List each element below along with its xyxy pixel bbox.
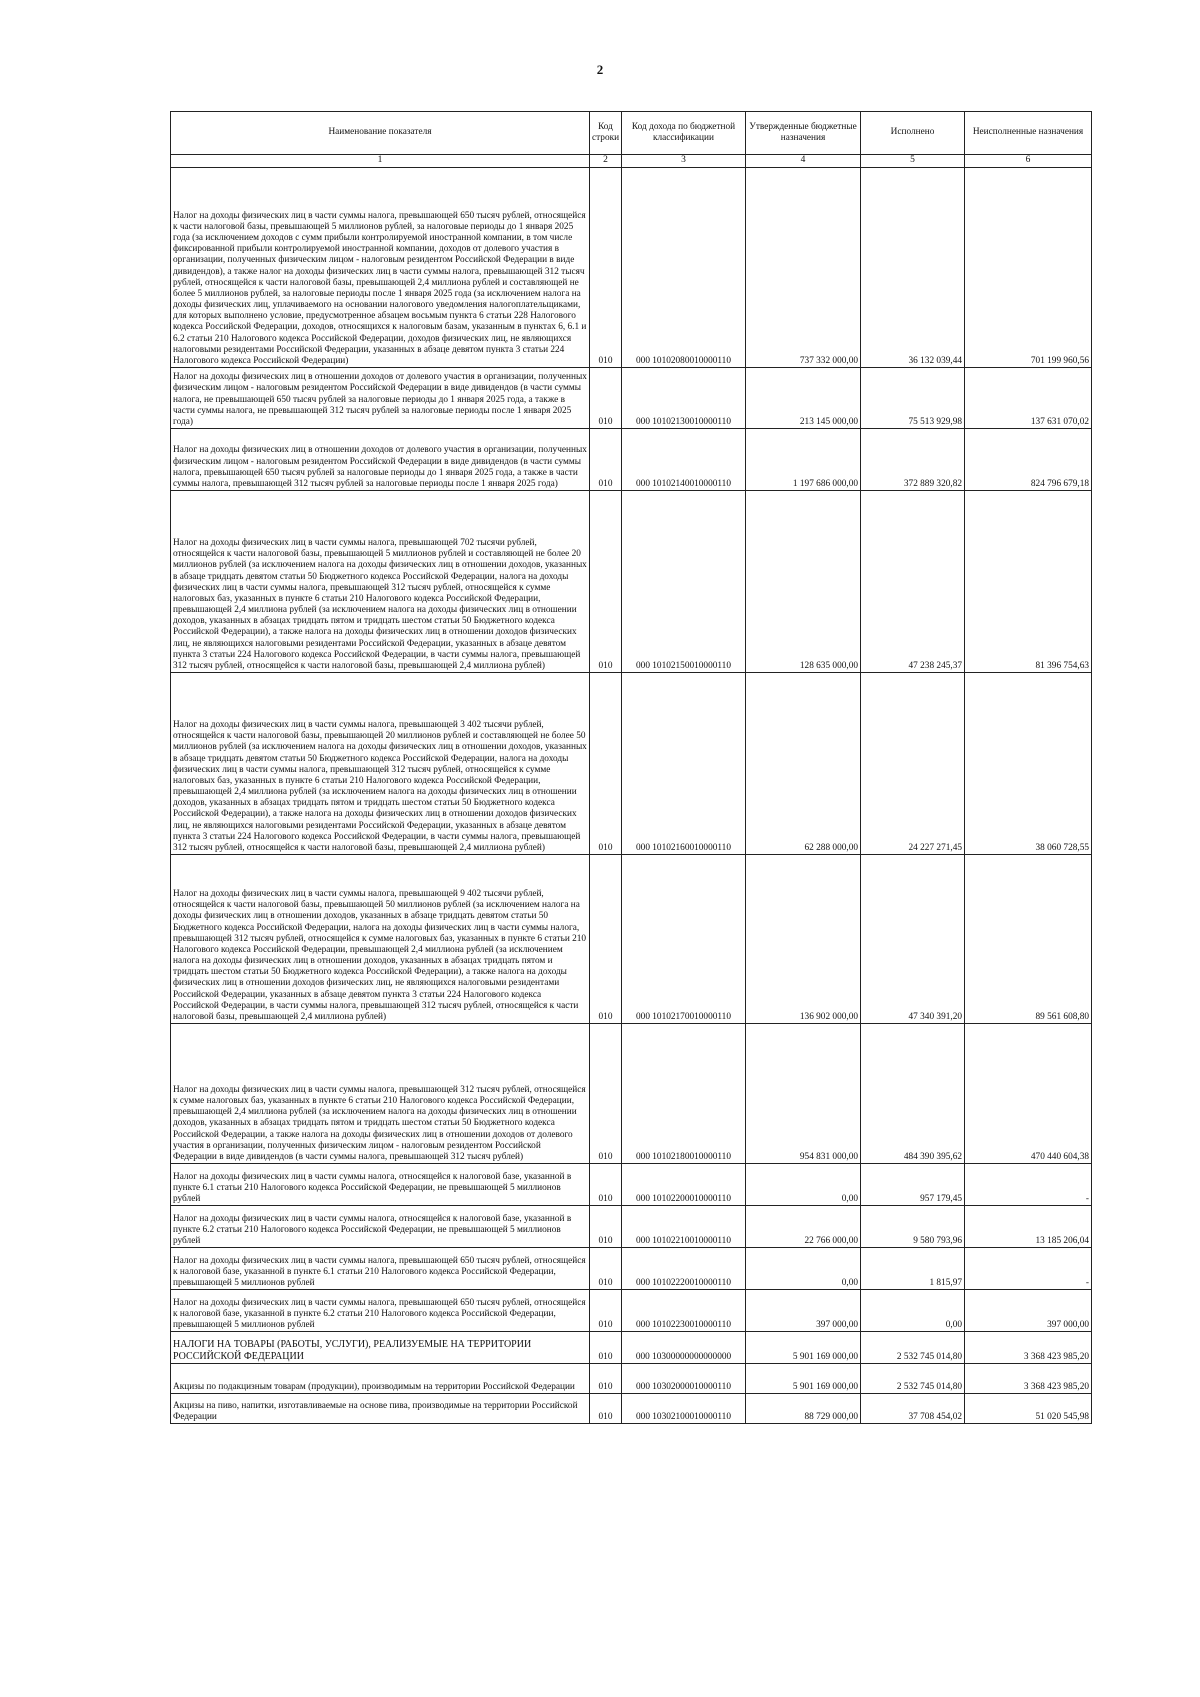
- header-unexecuted: Неисполненные назначения: [965, 112, 1092, 155]
- column-number: 3: [622, 155, 746, 168]
- table-row: [171, 1394, 1092, 1424]
- table-row: [171, 1024, 1092, 1164]
- row-name: НАЛОГИ НА ТОВАРЫ (РАБОТЫ, УСЛУГИ), РЕАЛИЗУЕМЫЕ НА ТЕРРИТОРИИ РОССИЙСКОЙ ФЕДЕРАЦИИ: [171, 1332, 590, 1364]
- column-number: 6: [965, 155, 1092, 168]
- row-unexecuted: 51 020 545,98: [965, 1394, 1092, 1424]
- row-executed: 484 390 395,62: [861, 1024, 965, 1164]
- row-name: Акцизы по подакцизным товарам (продукции), производимым на территории Российской Федерации: [171, 1364, 590, 1394]
- row-unexecuted: -: [965, 1164, 1092, 1206]
- row-name: Налог на доходы физических лиц в части суммы налога, относящейся к налоговой базе, указанной в пункте 6.2 статьи 210 Налогового кодекса Российской Федерации, не превышающей 5 миллионов рублей: [171, 1206, 590, 1248]
- row-approved: 737 332 000,00: [746, 168, 861, 368]
- row-executed: 2 532 745 014,80: [861, 1332, 965, 1364]
- header-approved: Утвержденные бюджетные назначения: [746, 112, 861, 155]
- row-income-code: 000 10102160010000110: [622, 673, 746, 855]
- row-unexecuted: 13 185 206,04: [965, 1206, 1092, 1248]
- row-executed: 2 532 745 014,80: [861, 1364, 965, 1394]
- row-line-code: 010: [590, 1364, 622, 1394]
- row-approved: 954 831 000,00: [746, 1024, 861, 1164]
- table-row: [171, 368, 1092, 429]
- row-name: Налог на доходы физических лиц в отношении доходов от долевого участия в организации, полученных физическим лицом - налоговым резидентом Российской Федерации в виде дивидендов (в части суммы налога, не превышающей 650 тысяч рублей за налоговые периоды до 1 января 2025 года, а также в части суммы налога, не превышающей 312 тысяч рублей за налоговые периоды после 1 января 2025 года): [171, 368, 590, 429]
- row-approved: 0,00: [746, 1164, 861, 1206]
- row-executed: 47 340 391,20: [861, 855, 965, 1024]
- row-income-code: 000 10102150010000110: [622, 491, 746, 673]
- header-name: Наименование показателя: [171, 112, 590, 155]
- table-row: [171, 1332, 1092, 1364]
- column-number: 5: [861, 155, 965, 168]
- row-line-code: 010: [590, 168, 622, 368]
- header-executed: Исполнено: [861, 112, 965, 155]
- header-line-code: Код строки: [590, 112, 622, 155]
- row-line-code: 010: [590, 429, 622, 491]
- row-line-code: 010: [590, 673, 622, 855]
- table-row: [171, 168, 1092, 368]
- row-name: Налог на доходы физических лиц в части суммы налога, превышающей 312 тысяч рублей, относящейся к сумме налоговых баз, указанных в пункте 6 статьи 210 Налогового кодекса Российской Федерации, превышающей 2,4 миллиона рублей (за исключением налога на доходы физических лиц в отношении доходов, указанных в абзацах тридцать пятом и тридцать шестом статьи 50 Бюджетного кодекса Российской Федерации, а также налога на доходы физических лиц в отношении доходов от долевого участия в организации, полученных физическим лицом - налоговым резидентом Российской Федерации в виде дивидендов (в части суммы налога, превышающей 312 тысяч рублей): [171, 1024, 590, 1164]
- row-unexecuted: 824 796 679,18: [965, 429, 1092, 491]
- table-row: [171, 491, 1092, 673]
- row-approved: 5 901 169 000,00: [746, 1364, 861, 1394]
- row-executed: 1 815,97: [861, 1248, 965, 1290]
- row-unexecuted: 89 561 608,80: [965, 855, 1092, 1024]
- row-approved: 136 902 000,00: [746, 855, 861, 1024]
- row-name: Налог на доходы физических лиц в части суммы налога, превышающей 3 402 тысячи рублей, относящейся к части налоговой базы, превышающей 20 миллионов рублей и составляющей не более 50 миллионов рублей (за исключением налога на доходы физических лиц в отношении доходов, указанных в абзаце тридцать девятом статьи 50 Бюджетного кодекса Российской Федерации, налога на доходы физических лиц в части суммы налога, превышающей 312 тысяч рублей, относящейся к сумме налоговых баз, указанных в пункте 6 статьи 210 Налогового кодекса Российской Федерации, превышающей 2,4 миллиона рублей (за исключением налога на доходы физических лиц в отношении доходов, указанных в абзацах тридцать пятом и тридцать шестом статьи 50 Бюджетного кодекса Российской Федерации), а также налога на доходы физических лиц в отношении доходов физических лиц, не являющихся налоговыми резидентами Российской Федерации, указанных в абзаце девятом пункта 3 статьи 224 Налогового кодекса Российской Федерации, в части суммы налога, превышающей 312 тысяч рублей, относящейся к части налоговой базы, превышающей 2,4 миллиона рублей): [171, 673, 590, 855]
- row-name: Налог на доходы физических лиц в части суммы налога, превышающей 650 тысяч рублей, относящейся к налоговой базе, указанной в пункте 6.2 статьи 210 Налогового кодекса Российской Федерации, превышающей 5 миллионов рублей: [171, 1290, 590, 1332]
- row-approved: 62 288 000,00: [746, 673, 861, 855]
- column-number: 4: [746, 155, 861, 168]
- row-approved: 22 766 000,00: [746, 1206, 861, 1248]
- row-income-code: 000 10102200010000110: [622, 1164, 746, 1206]
- row-executed: 9 580 793,96: [861, 1206, 965, 1248]
- row-unexecuted: 81 396 754,63: [965, 491, 1092, 673]
- row-line-code: 010: [590, 368, 622, 429]
- budget-execution-table: [170, 111, 1092, 1424]
- table-row: [171, 855, 1092, 1024]
- row-line-code: 010: [590, 1394, 622, 1424]
- page-number: 2: [596, 62, 604, 77]
- row-executed: 37 708 454,02: [861, 1394, 965, 1424]
- column-number: 1: [171, 155, 590, 168]
- row-line-code: 010: [590, 1332, 622, 1364]
- row-income-code: 000 10102180010000110: [622, 1024, 746, 1164]
- row-line-code: 010: [590, 1024, 622, 1164]
- table-row: [171, 1290, 1092, 1332]
- row-approved: 213 145 000,00: [746, 368, 861, 429]
- row-executed: 47 238 245,37: [861, 491, 965, 673]
- row-line-code: 010: [590, 491, 622, 673]
- table-row: [171, 1206, 1092, 1248]
- row-unexecuted: 470 440 604,38: [965, 1024, 1092, 1164]
- table-row: [171, 673, 1092, 855]
- row-line-code: 010: [590, 1248, 622, 1290]
- row-line-code: 010: [590, 1164, 622, 1206]
- column-number-row: [171, 155, 1092, 168]
- row-unexecuted: 3 368 423 985,20: [965, 1364, 1092, 1394]
- row-unexecuted: 38 060 728,55: [965, 673, 1092, 855]
- row-name: Акцизы на пиво, напитки, изготавливаемые на основе пива, производимые на территории Российской Федерации: [171, 1394, 590, 1424]
- row-line-code: 010: [590, 1290, 622, 1332]
- row-approved: 88 729 000,00: [746, 1394, 861, 1424]
- row-unexecuted: 3 368 423 985,20: [965, 1332, 1092, 1364]
- row-income-code: 000 10300000000000000: [622, 1332, 746, 1364]
- row-approved: 0,00: [746, 1248, 861, 1290]
- row-executed: 75 513 929,98: [861, 368, 965, 429]
- row-unexecuted: -: [965, 1248, 1092, 1290]
- row-line-code: 010: [590, 855, 622, 1024]
- row-income-code: 000 10102210010000110: [622, 1206, 746, 1248]
- table-row: [171, 1364, 1092, 1394]
- row-name: Налог на доходы физических лиц в части суммы налога, относящейся к налоговой базе, указанной в пункте 6.1 статьи 210 Налогового кодекса Российской Федерации, не превышающей 5 миллионов рублей: [171, 1164, 590, 1206]
- row-unexecuted: 701 199 960,56: [965, 168, 1092, 368]
- row-approved: 397 000,00: [746, 1290, 861, 1332]
- row-income-code: 000 10102080010000110: [622, 168, 746, 368]
- row-approved: 1 197 686 000,00: [746, 429, 861, 491]
- header-row: [171, 112, 1092, 155]
- row-line-code: 010: [590, 1206, 622, 1248]
- row-income-code: 000 10102130010000110: [622, 368, 746, 429]
- row-name: Налог на доходы физических лиц в части суммы налога, превышающей 650 тысяч рублей, относящейся к части налоговой базы, превышающей 5 миллионов рублей, за налоговые периоды до 1 января 2025 года (за исключением доходов с сумм прибыли контролируемой иностранной компании, в том числе фиксированной прибыли контролируемой иностранной компании, доходов от долевого участия в организации, полученных физическим лицом - налоговым резидентом Российской Федерации в виде дивидендов), а также налог на доходы физических лиц в части суммы налога, превышающей 312 тысяч рублей, относящейся к части налоговой базы, превышающей 2,4 миллиона рублей и составляющей не более 5 миллионов рублей, за налоговые периоды после 1 января 2025 года (за исключением налога на доходы физических лиц, уплачиваемого на основании налогового уведомления налогоплательщиками, для которых выполнено условие, предусмотренное абзацем восьмым пункта 6 статьи 228 Налогового кодекса Российской Федерации, доходов, относящихся к налоговым базам, указанным в пунктах 6, 6.1 и 6.2 статьи 210 Налогового кодекса Российской Федерации, доходов физических лиц, не являющихся налоговыми резидентами Российской Федерации, указанных в абзаце девятом пункта 3 статьи 224 Налогового кодекса Российской Федерации): [171, 168, 590, 368]
- table-row: [171, 1164, 1092, 1206]
- row-income-code: 000 10302100010000110: [622, 1394, 746, 1424]
- row-approved: 128 635 000,00: [746, 491, 861, 673]
- row-name: Налог на доходы физических лиц в части суммы налога, превышающей 650 тысяч рублей, относящейся к налоговой базе, указанной в пункте 6.1 статьи 210 Налогового кодекса Российской Федерации, превышающей 5 миллионов рублей: [171, 1248, 590, 1290]
- column-number: 2: [590, 155, 622, 168]
- row-name: Налог на доходы физических лиц в части суммы налога, превышающей 9 402 тысячи рублей, относящейся к части налоговой базы, превышающей 50 миллионов рублей (за исключением налога на доходы физических лиц в отношении доходов, указанных в абзаце тридцать девятом статьи 50 Бюджетного кодекса Российской Федерации, налога на доходы физических лиц в части суммы налога, превышающей 312 тысяч рублей, относящейся к сумме налоговых баз, указанных в пункте 6 статьи 210 Налогового кодекса Российской Федерации, превышающей 2,4 миллиона рублей (за исключением налога на доходы физических лиц в отношении доходов, указанных в абзацах тридцать пятом и тридцать шестом статьи 50 Бюджетного кодекса Российской Федерации), а также налога на доходы физических лиц в отношении доходов физических лиц, не являющихся налоговыми резидентами Российской Федерации, указанных в абзаце девятом пункта 3 статьи 224 Налогового кодекса Российской Федерации, в части суммы налога, превышающей 312 тысяч рублей, относящейся к части налоговой базы, превышающей 2,4 миллиона рублей): [171, 855, 590, 1024]
- row-income-code: 000 10302000010000110: [622, 1364, 746, 1394]
- table-row: [171, 1248, 1092, 1290]
- table-row: [171, 429, 1092, 491]
- row-executed: 372 889 320,82: [861, 429, 965, 491]
- row-income-code: 000 10102140010000110: [622, 429, 746, 491]
- row-executed: 0,00: [861, 1290, 965, 1332]
- row-name: Налог на доходы физических лиц в части суммы налога, превышающей 702 тысячи рублей, относящейся к части налоговой базы, превышающей 5 миллионов рублей и составляющей не более 20 миллионов рублей (за исключением налога на доходы физических лиц в отношении доходов, указанных в абзаце тридцать девятом статьи 50 Бюджетного кодекса Российской Федерации, налога на доходы физических лиц в части суммы налога, превышающей 312 тысяч рублей, относящейся к сумме налоговых баз, указанных в пункте 6 статьи 210 Налогового кодекса Российской Федерации, превышающей 2,4 миллиона рублей (за исключением налога на доходы физических лиц в отношении доходов, указанных в абзацах тридцать пятом и тридцать шестом статьи 50 Бюджетного кодекса Российской Федерации), а также налога на доходы физических лиц в отношении доходов физических лиц, не являющихся налоговыми резидентами Российской Федерации, указанных в абзаце девятом пункта 3 статьи 224 Налогового кодекса Российской Федерации, в части суммы налога, превышающей 312 тысяч рублей, относящейся к части налоговой базы, превышающей 2,4 миллиона рублей): [171, 491, 590, 673]
- row-income-code: 000 10102170010000110: [622, 855, 746, 1024]
- row-unexecuted: 137 631 070,02: [965, 368, 1092, 429]
- row-income-code: 000 10102220010000110: [622, 1248, 746, 1290]
- row-executed: 24 227 271,45: [861, 673, 965, 855]
- row-unexecuted: 397 000,00: [965, 1290, 1092, 1332]
- row-income-code: 000 10102230010000110: [622, 1290, 746, 1332]
- row-approved: 5 901 169 000,00: [746, 1332, 861, 1364]
- row-name: Налог на доходы физических лиц в отношении доходов от долевого участия в организации, полученных физическим лицом - налоговым резидентом Российской Федерации в виде дивидендов (в части суммы налога, превышающей 650 тысяч рублей за налоговые периоды до 1 января 2025 года, а также в части суммы налога, превышающей 312 тысяч рублей за налоговые периоды после 1 января 2025 года): [171, 429, 590, 491]
- row-executed: 36 132 039,44: [861, 168, 965, 368]
- row-executed: 957 179,45: [861, 1164, 965, 1206]
- header-income-code: Код дохода по бюджетной классификации: [622, 112, 746, 155]
